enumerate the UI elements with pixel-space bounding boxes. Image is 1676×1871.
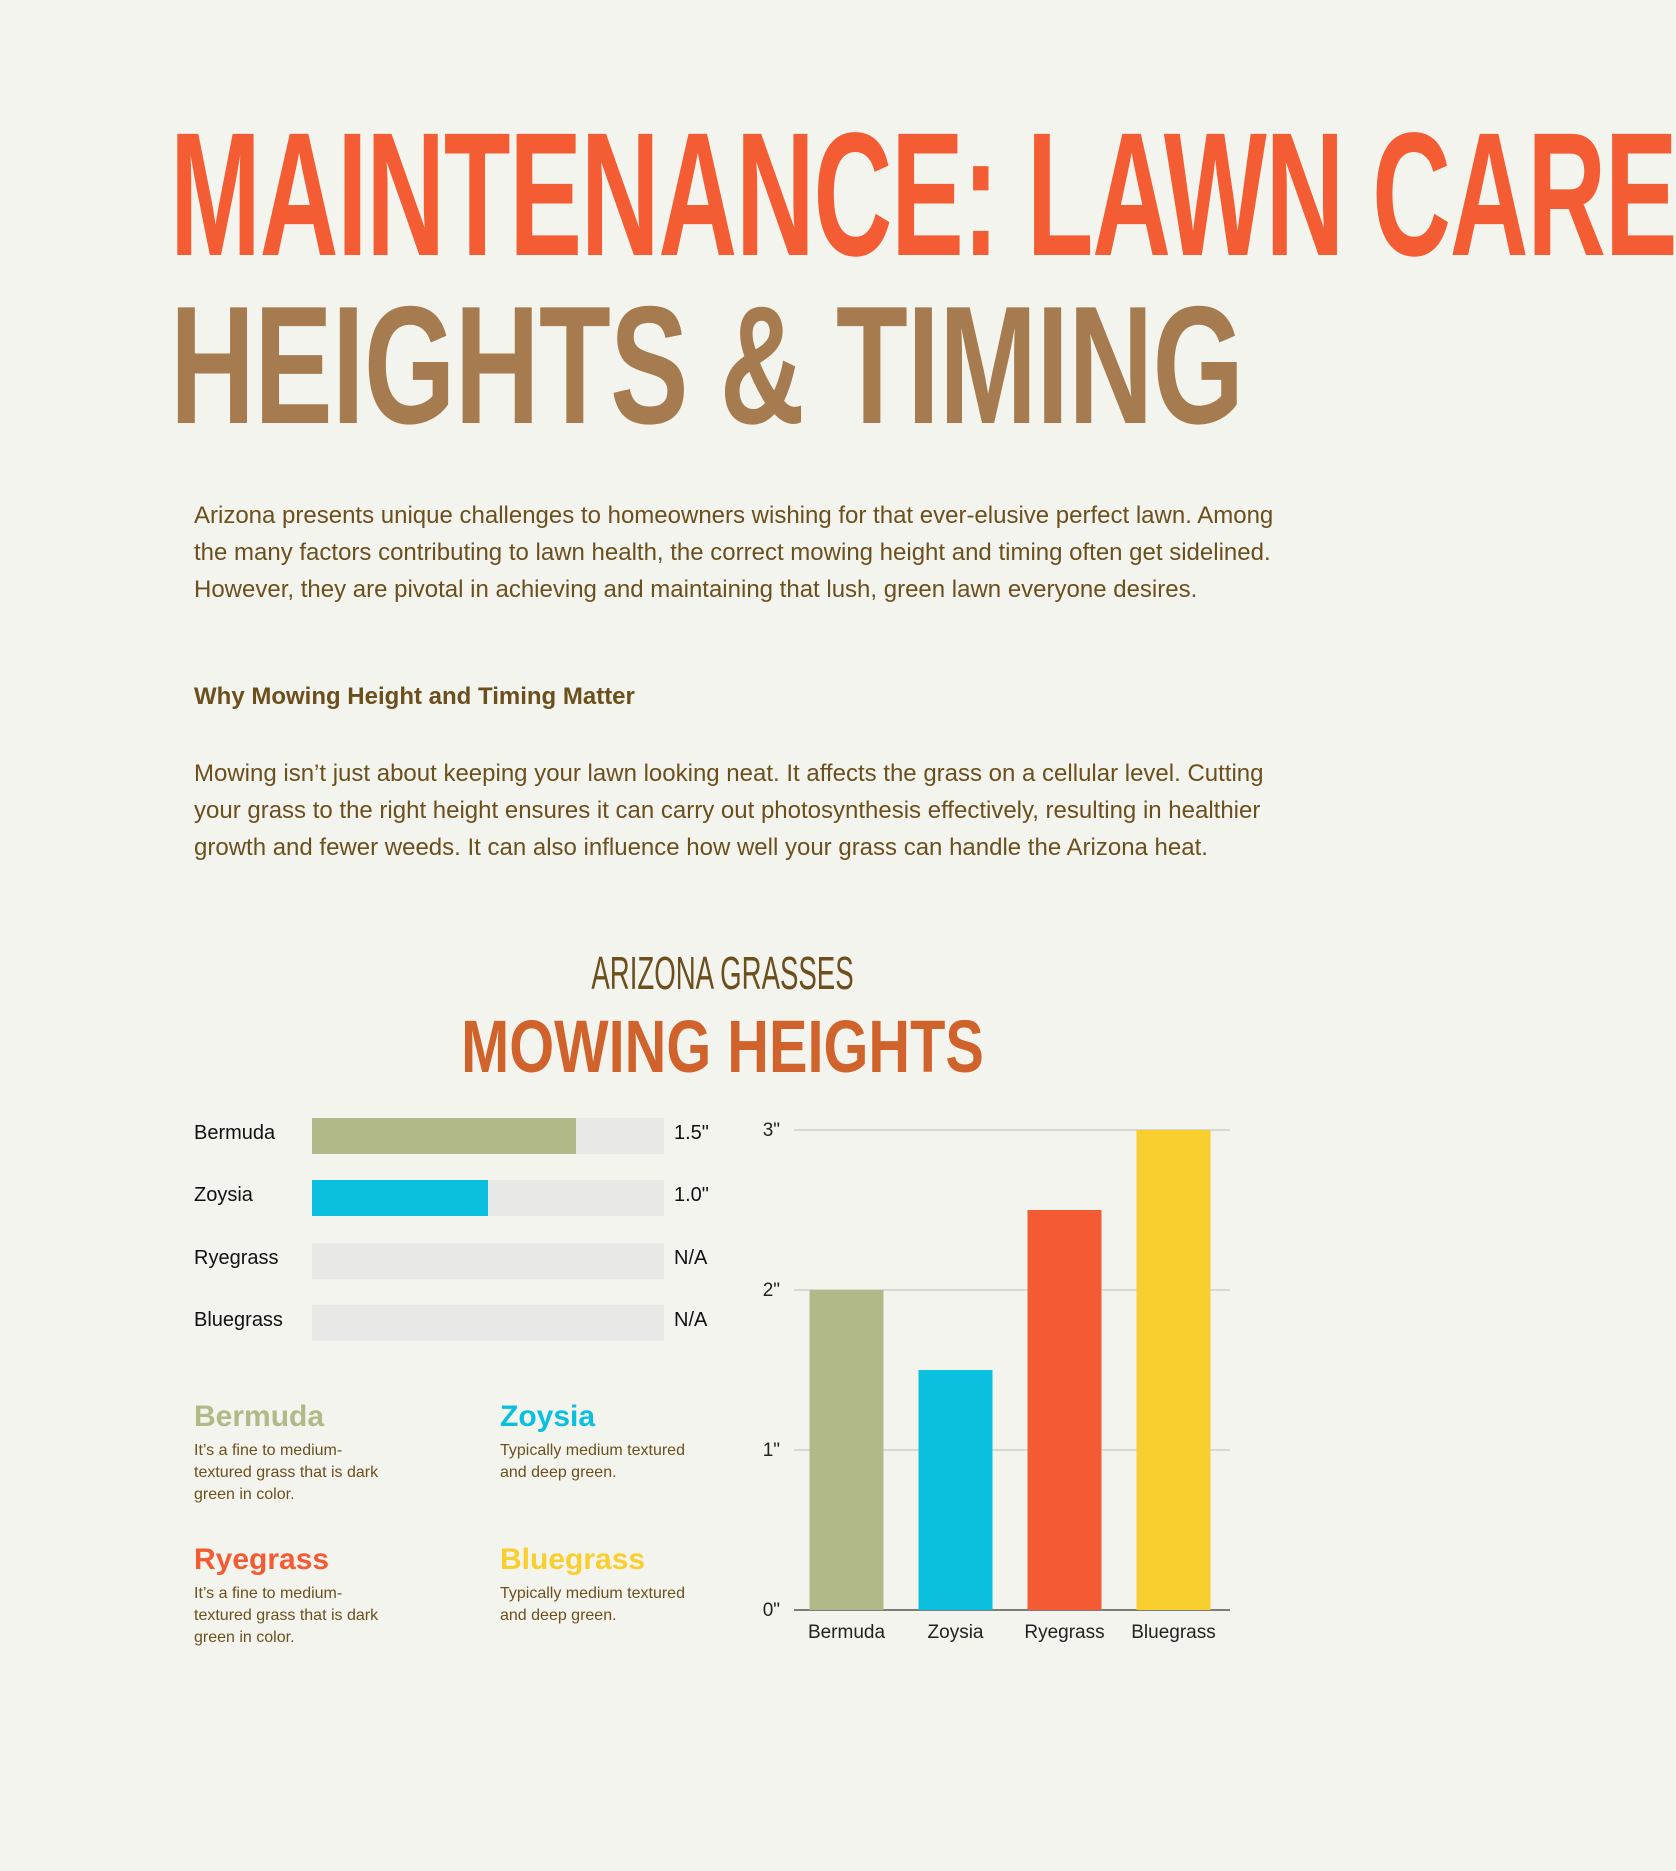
y-tick-label: 1" xyxy=(762,1440,780,1461)
y-tick-label: 0" xyxy=(762,1600,780,1621)
x-tick-label: Zoysia xyxy=(927,1622,984,1643)
hbar-category-label: Bluegrass xyxy=(194,1309,283,1331)
vertical-bar-chart xyxy=(740,1110,1240,1650)
y-tick-label: 3" xyxy=(762,1120,780,1141)
bar xyxy=(1028,1210,1102,1610)
grass-description: Typically medium textured and deep green. xyxy=(500,1442,685,1481)
hbar-fill xyxy=(312,1118,576,1154)
grass-description: Typically medium textured and deep green. xyxy=(500,1585,685,1624)
hbar-row xyxy=(194,1243,754,1279)
y-tick-label: 2" xyxy=(762,1280,780,1301)
section-paragraph: Mowing isn’t just about keeping your lawn looking neat. It affects the grass on a cellular level. Cutting your grass to the right height ensures it can carry out photosynthesis effectively, resulting in healthier growth and fewer weeds. It can also influence how well your grass can handle the Arizona heat. xyxy=(194,760,1264,861)
x-tick-label: Bluegrass xyxy=(1131,1622,1216,1643)
grass-description: It’s a fine to medium-textured grass that is dark green in color. xyxy=(194,1442,379,1503)
hbar-row xyxy=(194,1118,754,1154)
hbar-category-label: Zoysia xyxy=(194,1184,253,1206)
grass-name: Bermuda xyxy=(194,1400,325,1433)
hbar-track xyxy=(312,1243,664,1279)
grass-name: Ryegrass xyxy=(194,1543,330,1576)
grass-description: It’s a fine to medium-textured grass that is dark green in color. xyxy=(194,1585,379,1646)
bar xyxy=(1137,1130,1211,1610)
chart-header-line-2: MOWING HEIGHTS xyxy=(461,1005,984,1088)
title-line-2: HEIGHTS & TIMING xyxy=(170,271,1244,459)
hbar-track xyxy=(312,1305,664,1341)
hbar-track xyxy=(312,1180,664,1216)
chart-header-line-1: ARIZONA GRASSES xyxy=(591,947,854,999)
grass-name: Bluegrass xyxy=(500,1543,646,1576)
hbar-value-label: 1.5" xyxy=(674,1122,709,1144)
hbar-row xyxy=(194,1305,754,1341)
hbar-value-label: N/A xyxy=(674,1309,708,1331)
hbar-track xyxy=(312,1118,664,1154)
hbar-category-label: Bermuda xyxy=(194,1122,276,1144)
title-line-1: MAINTENANCE: LAWN CARE xyxy=(170,97,1676,293)
intro-paragraph: Arizona presents unique challenges to homeowners wishing for that ever-elusive perfect lawn. Among the many factors contributing to lawn health, the correct mowing height and timing often get sidelined. However, they are pivotal in achieving and maintaining that lush, green lawn everyone desires. xyxy=(194,502,1274,603)
section-heading: Why Mowing Height and Timing Matter xyxy=(194,683,635,710)
hbar-row xyxy=(194,1180,754,1216)
hbar-fill xyxy=(312,1180,488,1216)
hbar-category-label: Ryegrass xyxy=(194,1247,279,1269)
bar xyxy=(810,1290,884,1610)
hbar-value-label: 1.0" xyxy=(674,1184,709,1206)
grass-name: Zoysia xyxy=(500,1400,596,1433)
bar xyxy=(919,1370,993,1610)
x-tick-label: Ryegrass xyxy=(1024,1622,1105,1643)
hbar-value-label: N/A xyxy=(674,1247,708,1269)
x-tick-label: Bermuda xyxy=(807,1622,886,1643)
